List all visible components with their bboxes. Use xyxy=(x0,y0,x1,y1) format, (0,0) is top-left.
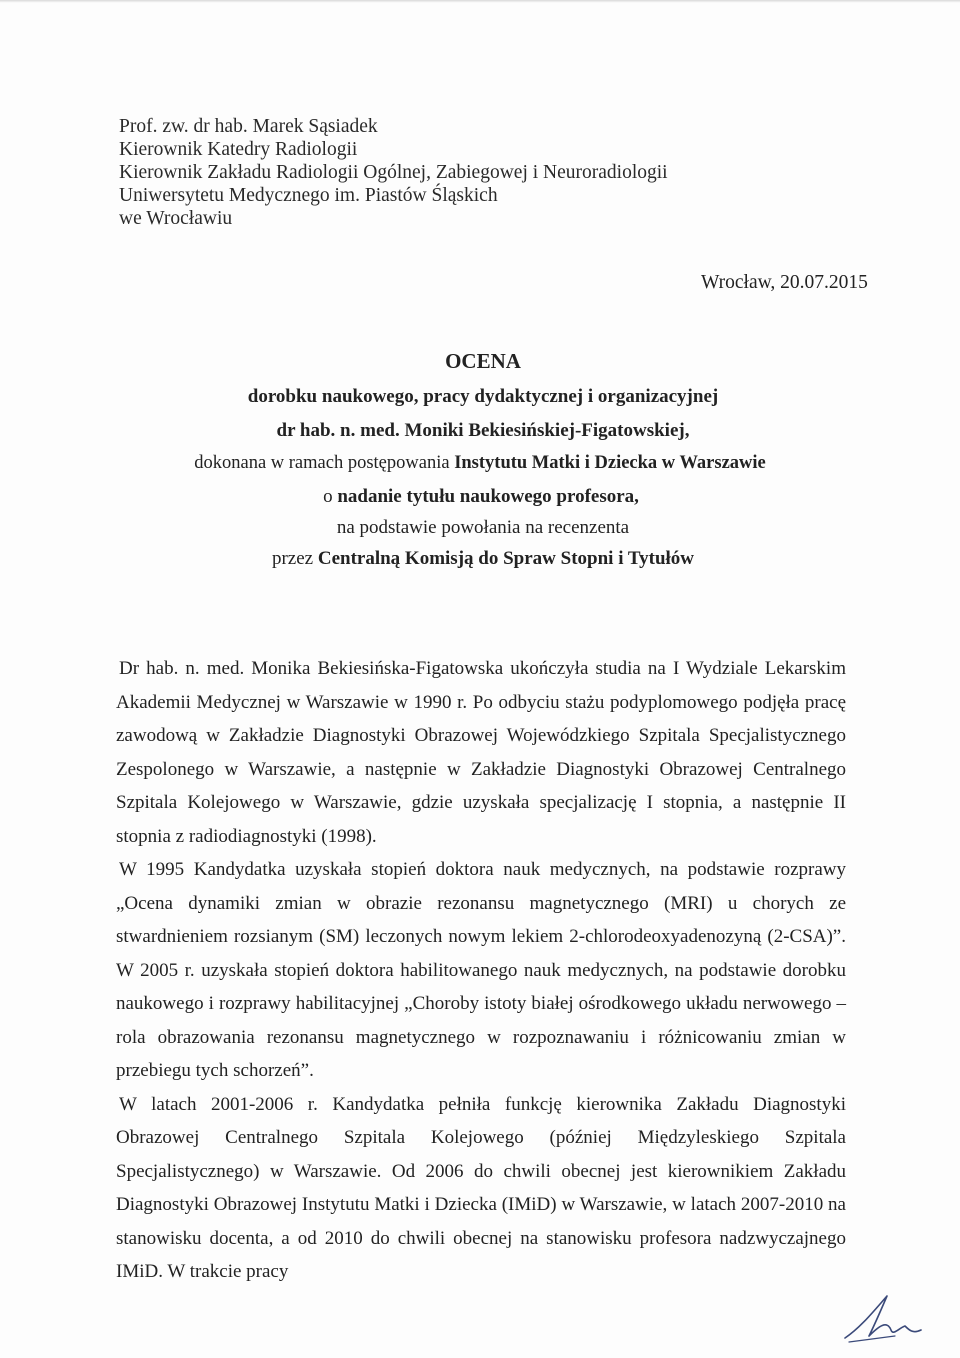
commission-name: Centralną Komisją do Spraw Stopni i Tytułów xyxy=(317,548,695,569)
goal-text: nadanie tytułu naukowego profesora, xyxy=(337,486,639,507)
document-subtitle: dorobku naukowego, pracy dydaktycznej i organizacyjnej xyxy=(247,386,719,407)
procedure-institution: Instytutu Matki i Dziecka w Warszawie xyxy=(454,453,766,473)
paragraph-education: Dr hab. n. med. Monika Bekiesińska-Figatowska ukończyła studia na I Wydziale Lekarskim Akademii Medycznej w Warszawie w 1990 r. Po odbyciu stażu podyplomowego podjęła pracę zawodową w Zakładzie Diagnostyki Obrazowej Wojewódzkiego Szpitala Specjalistycznego Zespolonego w Warszawie, a następnie w Zakładzie Diagnostyki Obrazowej Centralnego Szpitala Kolejowego w Warszawie, gdzie uzyskała specjalizację I stopnia, a następnie II stopnia z radiodiagnostyki (1998). xyxy=(116,658,846,847)
candidate-line xyxy=(3,420,960,442)
document-title: OCENA xyxy=(445,349,521,373)
paragraph-degrees: W 1995 Kandydatka uzyskała stopień doktora nauk medycznych, na podstawie rozprawy „Ocena dynamiki zmian w obrazie rezonansu magnetycznego (MRI) u chorych ze stwardnieniem rozsianym (SM) leczonych nowym lekiem 2-chlorodeoxyadenozyną (2-CSA)”. W 2005 r. uzyskała stopień doktora habilitowanego nauk medycznych, na podstawie dorobku naukowego i rozprawy habilitacyjnej „Choroby istoty białej ośrodkowego układu nerwowego – rola obrazowania rezonansu magnetycznego w rozpoznawaniu i różnicowaniu zmian w przebiegu tych schorzeń”. xyxy=(116,859,846,1081)
procedure-line xyxy=(0,453,960,474)
reviewer-name: Prof. zw. dr hab. Marek Sąsiadek xyxy=(119,116,378,137)
candidate-name: Moniki Bekiesińskiej-Figatowskiej, xyxy=(404,420,690,441)
goal-line xyxy=(1,486,960,508)
candidate-prefix: dr hab. n. med. xyxy=(276,420,400,441)
handwritten-signature xyxy=(835,1290,925,1350)
procedure-prefix: dokonana w ramach postępowania xyxy=(194,453,450,473)
commission-prefix: przez xyxy=(271,548,314,569)
goal-prefix: o xyxy=(323,486,333,507)
reviewer-university: Uniwersytetu Medycznego im. Piastów Śląskich xyxy=(119,185,498,206)
reviewer-city: we Wrocławiu xyxy=(119,208,233,229)
document-date: Wrocław, 20.07.2015 xyxy=(701,272,868,293)
reviewer-position-department: Kierownik Katedry Radiologii xyxy=(119,139,358,160)
document-body xyxy=(116,652,846,1289)
reviewer-position-unit: Kierownik Zakładu Radiologii Ogólnej, Zabiegowej i Neuroradiologii xyxy=(119,162,668,183)
paragraph-positions: W latach 2001-2006 r. Kandydatka pełniła funkcję kierownika Zakładu Diagnostyki Obrazowej Centralnego Szpitala Kolejowego (później Międzyleskiego Szpitala Specjalistycznego) w Warszawie. Od 2006 do chwili obecnej jest kierownikiem Zakładu Diagnostyki Obrazowej Instytutu Matki i Dziecka (IMiD) w Warszawie, w latach 2007-2010 na stanowisku docenta, a od 2010 do chwili obecnej na stanowisku profesora nadzwyczajnego IMiD. W trakcie pracy xyxy=(116,1093,846,1282)
page-top-edge xyxy=(0,0,960,3)
reviewer-header xyxy=(119,115,668,230)
basis-line: na podstawie powołania na recenzenta xyxy=(336,517,630,538)
commission-line xyxy=(3,548,960,570)
